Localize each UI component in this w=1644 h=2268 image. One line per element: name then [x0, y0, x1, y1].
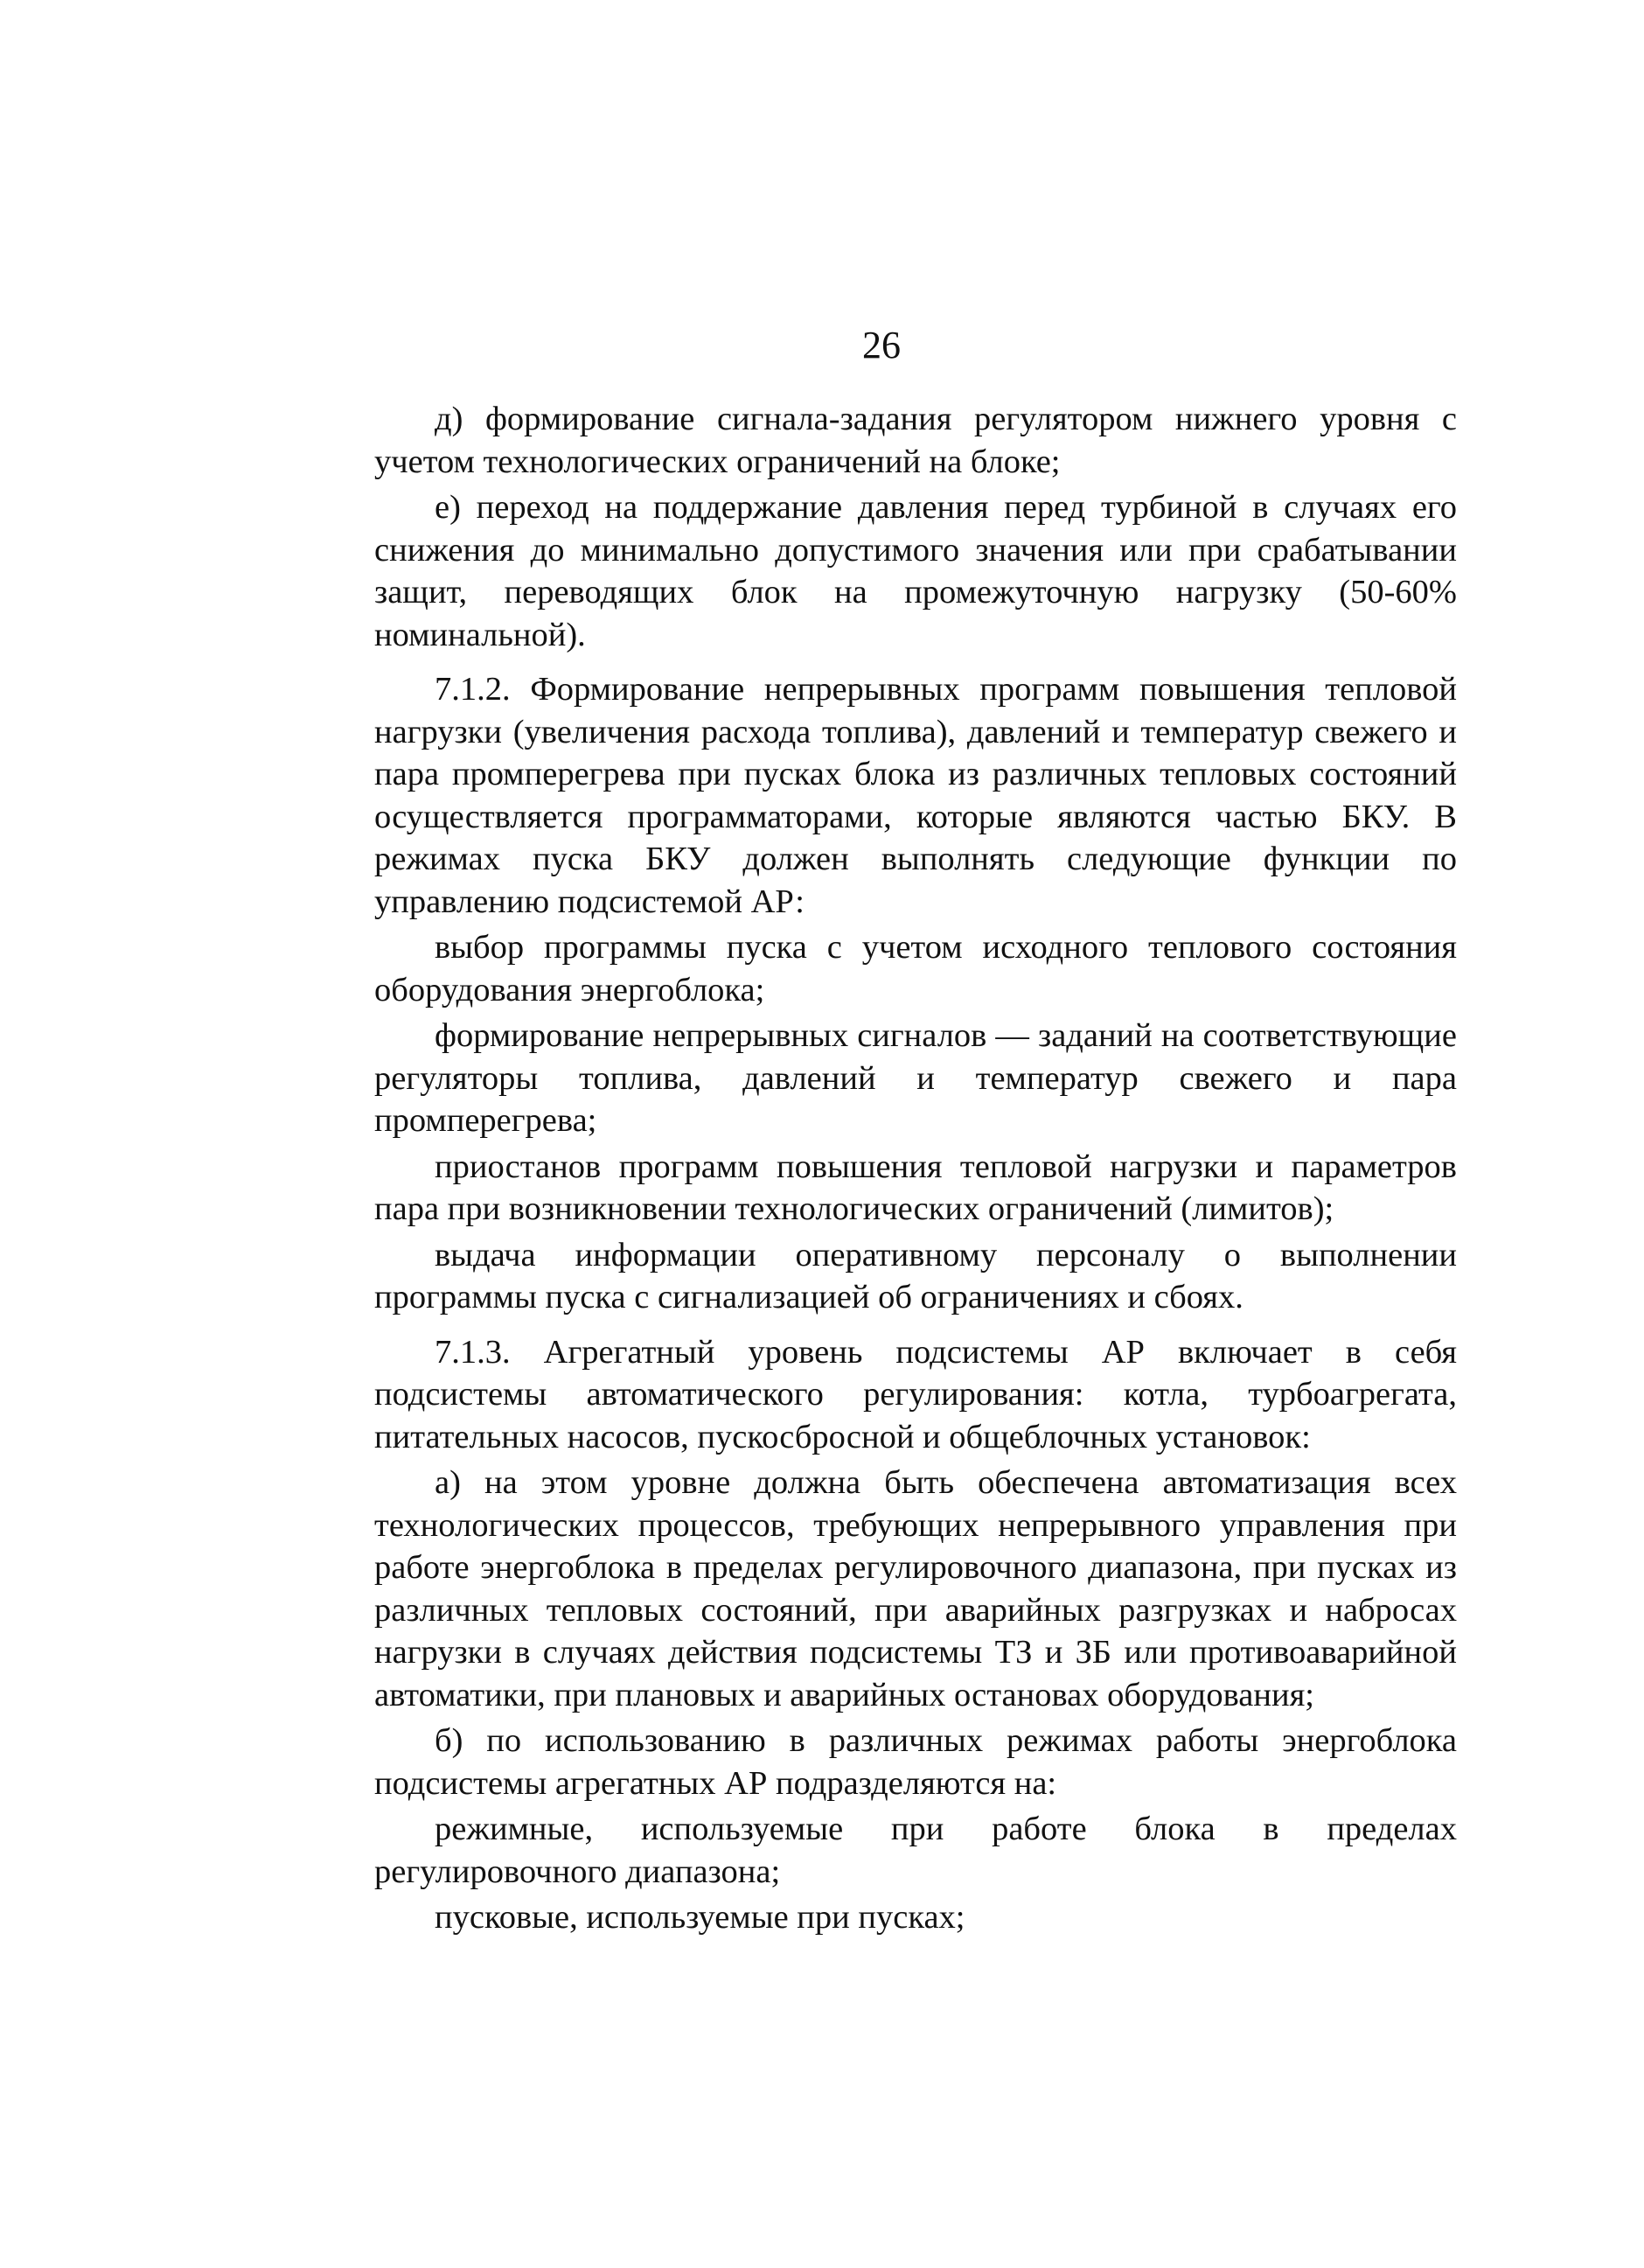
paragraph-item-d: д) формирование сигнала-задания регулятором нижнего уровня с учетом технологических ограничений на блоке;: [374, 401, 1457, 480]
body-text: [374, 398, 1457, 1943]
paragraph-operator-information: выдача информации оперативному персоналу о выполнении программы пуска с сигнализацией об ограничениях и сбоях.: [374, 1236, 1457, 1315]
paragraph-start-regulators: пусковые, используемые при пусках;: [435, 1899, 965, 1936]
paragraph-item-a: а) на этом уровне должна быть обеспечена автоматизация всех технологических процессов, требующих непрерывного управления при работе энергоблока в пределах регулировочного диапазона, при пусках из различных тепловых состояний, при аварийных разгрузках и набросах нагрузки в случаях действия подсистемы ТЗ и ЗБ или противоаварийной автоматики, при плановых и аварийных остановах оборудования;: [374, 1464, 1457, 1713]
paragraph-continuous-signals: формирование непрерывных сигналов — заданий на соответствующие регуляторы топлива, давлений и температур свежего и пара промперегрева;: [374, 1017, 1457, 1139]
paragraph-program-suspension: приостанов программ повышения тепловой нагрузки и параметров пара при возникновении технологических ограничений (лимитов);: [374, 1148, 1457, 1227]
page-number: 26: [862, 324, 901, 366]
paragraph-7-1-2: 7.1.2. Формирование непрерывных программ повышения тепловой нагрузки (увеличения расхода топлива), давлений и температур свежего и пара промперегрева при пусках блока из различных тепловых состояний осуществляется программаторами, которые являются частью БКУ. В режимах пуска БКУ должен выполнять следующие функции по управлению подсистемой АР:: [374, 671, 1457, 920]
paragraph-item-b: б) по использованию в различных режимах работы энергоблока подсистемы агрегатных АР подразделяются на:: [374, 1722, 1457, 1802]
paragraph-item-e: е) переход на поддержание давления перед турбиной в случаях его снижения до минимально допустимого значения или при срабатывании защит, переводящих блок на промежуточную нагрузку (50-60% номинальной).: [374, 489, 1457, 653]
paragraph-mode-regulators: режимные, используемые при работе блока в пределах регулировочного диапазона;: [374, 1811, 1457, 1890]
paragraph-7-1-3: 7.1.3. Агрегатный уровень подсистемы АР включает в себя подсистемы автоматического регулирования: котла, турбоагрегата, питательных насосов, пускосбросной и общеблочных установок:: [374, 1333, 1457, 1455]
paragraph-start-program-selection: выбор программы пуска с учетом исходного теплового состояния оборудования энергоблока;: [374, 929, 1457, 1008]
